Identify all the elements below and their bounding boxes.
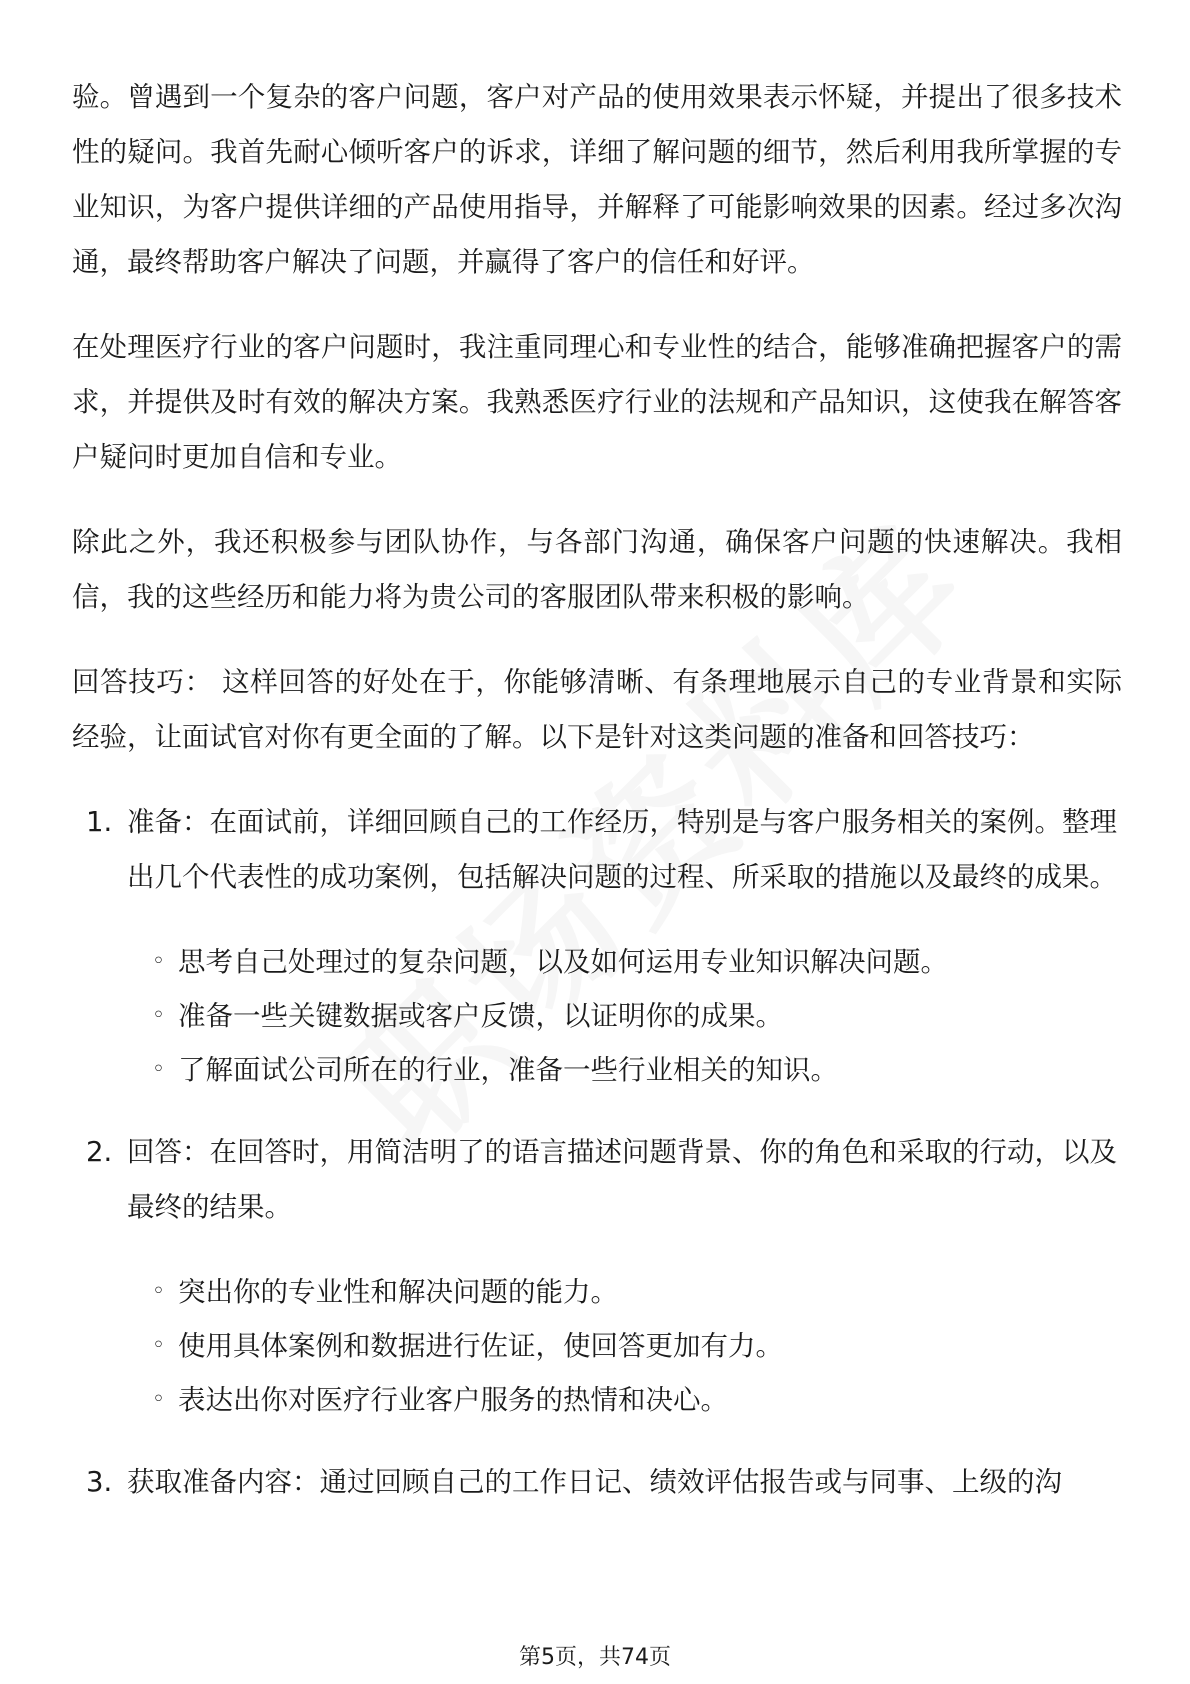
list-number: 2. (86, 1136, 113, 1168)
list-item-text: 回答：在回答时，用简洁明了的语言描述问题背景、你的角色和采取的行动，以及最终的结果。 (127, 1136, 1117, 1223)
bullet-icon: ◦ (152, 949, 165, 974)
list-item (72, 1455, 1122, 1510)
bullet-item: ◦ 突出你的专业性和解决问题的能力。 (152, 1265, 1122, 1319)
list-item (72, 795, 1122, 1097)
list-item-text: 获取准备内容：通过回顾自己的工作日记、绩效评估报告或与同事、上级的沟 (127, 1466, 1062, 1498)
list-item (72, 1125, 1122, 1427)
bullet-item: ◦ 思考自己处理过的复杂问题，以及如何运用专业知识解决问题。 (152, 935, 1122, 989)
bullet-icon: ◦ (152, 1333, 165, 1358)
bullet-icon: ◦ (152, 1057, 165, 1082)
paragraph: 除此之外，我还积极参与团队协作，与各部门沟通，确保客户问题的快速解决。我相信，我的这些经历和能力将为贵公司的客服团队带来积极的影响。 (72, 526, 1122, 613)
page-footer: 第5页，共74页 (519, 1645, 671, 1670)
list-item-text: 准备：在面试前，详细回顾自己的工作经历，特别是与客户服务相关的案例。整理出几个代表性的成功案例，包括解决问题的过程、所采取的措施以及最终的成果。 (127, 806, 1117, 893)
paragraph: 在处理医疗行业的客户问题时，我注重同理心和专业性的结合，能够准确把握客户的需求，并提供及时有效的解决方案。我熟悉医疗行业的法规和产品知识，这使我在解答客户疑问时更加自信和专业。 (72, 331, 1122, 473)
list-number: 1. (86, 806, 113, 838)
bullet-icon: ◦ (152, 1003, 165, 1028)
bullet-icon: ◦ (152, 1279, 165, 1304)
bullet-item: ◦ 表达出你对医疗行业客户服务的热情和决心。 (152, 1373, 1122, 1427)
paragraph: 回答技巧： 这样回答的好处在于，你能够清晰、有条理地展示自己的专业背景和实际经验，让面试官对你有更全面的了解。以下是针对这类问题的准备和回答技巧： (72, 666, 1122, 753)
bullet-item: ◦ 准备一些关键数据或客户反馈，以证明你的成果。 (152, 989, 1122, 1043)
bullet-item: ◦ 了解面试公司所在的行业，准备一些行业相关的知识。 (152, 1043, 1122, 1097)
page-content (72, 70, 1122, 1510)
list-number: 3. (86, 1466, 113, 1498)
bullet-list (72, 935, 1122, 1097)
bullet-item: ◦ 使用具体案例和数据进行佐证，使回答更加有力。 (152, 1319, 1122, 1373)
bullet-list (72, 1265, 1122, 1427)
bullet-icon: ◦ (152, 1387, 165, 1412)
paragraph: 验。曾遇到一个复杂的客户问题，客户对产品的使用效果表示怀疑，并提出了很多技术性的疑问。我首先耐心倾听客户的诉求，详细了解问题的细节，然后利用我所掌握的专业知识，为客户提供详细的产品使用指导，并解释了可能影响效果的因素。经过多次沟通，最终帮助客户解决了问题，并赢得了客户的信任和好评。 (72, 81, 1122, 278)
numbered-list (72, 795, 1122, 1510)
